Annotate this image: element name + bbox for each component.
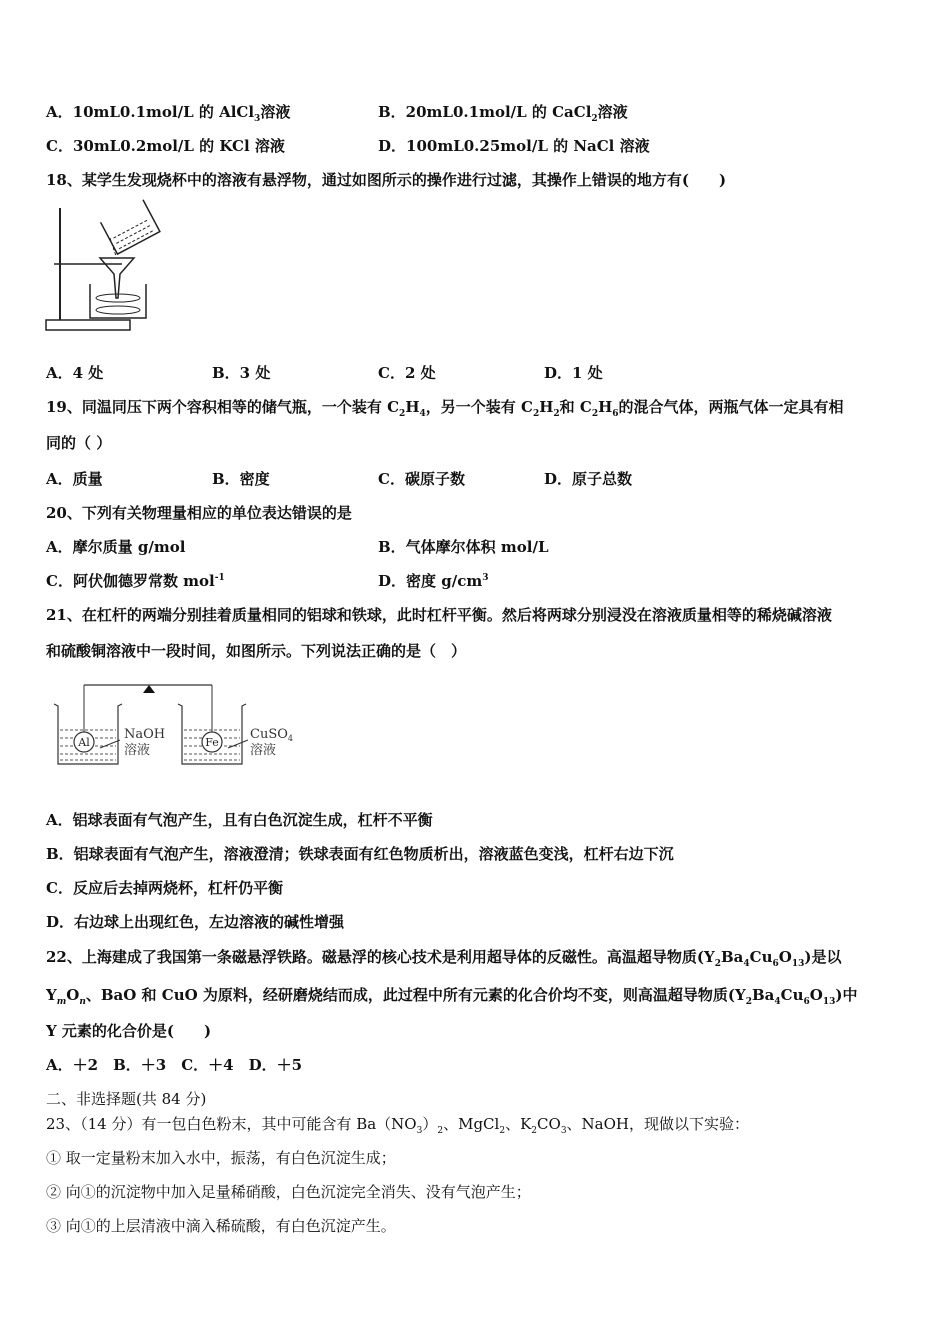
q23-experiment-3: ③ 向①的上层清液中滴入稀硫酸，有白色沉淀产生。 [46, 1217, 396, 1235]
q17-option-c: C．30mL0.2mol/L 的 KCl 溶液 [46, 137, 285, 155]
q21-option-b: B．铝球表面有气泡产生，溶液澄清；铁球表面有红色物质析出，溶液蓝色变浅，杠杆右边下沉 [46, 845, 674, 863]
q18-stem: 18、某学生发现烧杯中的溶液有悬浮物，通过如图所示的操作进行过滤，其操作上错误的地方有( ) [46, 171, 727, 189]
q22-stem-line1: 22、上海建成了我国第一条磁悬浮铁路。磁悬浮的核心技术是利用超导体的反磁性。高温超导物质$(Y_2Ba_4Cu_6O_{13})$是以 [46, 948, 842, 969]
q21-option-d: D．右边球上出现红色，左边溶液的碱性增强 [46, 913, 345, 931]
q17-option-a: A．10mL0.1mol/L 的 AlCl$_3$溶液 [46, 103, 291, 124]
cuso4-solution-label: 溶液 [250, 743, 277, 758]
q22-stem-line3: Y 元素的化合价是( ) [46, 1022, 212, 1040]
q19-option-d: D．原子总数 [544, 470, 633, 488]
q20-option-d: D．密度 $g/cm^3$ [378, 572, 489, 590]
section-2-heading: 二、非选择题(共 84 分) [46, 1090, 207, 1108]
q20-option-c: C．阿伏伽德罗常数 mol$^{-1}$ [46, 572, 225, 590]
stand-base [46, 320, 130, 330]
q22-stem-line2: $Y_mO_n$、BaO 和 CuO 为原料，经研磨烧结而成，此过程中所有元素的化合价均不变，则高温超导物质$(Y_2Ba_4Cu_6O_{13})$中 [46, 986, 858, 1007]
q19-option-c: C．碳原子数 [378, 470, 465, 488]
q19-stem-line1: 19、同温同压下两个容积相等的储气瓶，一个装有 $C_2H_4$，另一个装有 $C_2H_2$和 $C_2H_6$的混合气体，两瓶气体一定具有相 [46, 398, 844, 419]
q21-stem-line2: 和硫酸铜溶液中一段时间，如图所示。下列说法正确的是（ ） [46, 642, 467, 660]
fulcrum [143, 685, 155, 693]
pouring-beaker [101, 200, 160, 254]
q19-option-a: A．质量 [46, 470, 103, 488]
q22-options: A．＋2 B．＋3 C．＋4 D．＋5 [46, 1056, 303, 1074]
q21-option-a: A．铝球表面有气泡产生，且有白色沉淀生成，杠杆不平衡 [46, 811, 433, 829]
aluminum-ball-label: Al [78, 736, 90, 749]
q18-option-d: D．1 处 [544, 364, 603, 382]
q19-option-b: B．密度 [212, 470, 270, 488]
q19-stem-line2: 同的（ ） [46, 434, 112, 452]
q23-stem: 23、（14 分）有一包白色粉末，其中可能含有 $Ba(NO_3)_2$、MgCl$_2$、$K_2CO_3$、NaOH，现做以下实验： [46, 1115, 749, 1136]
q23-experiment-2: ② 向①的沉淀物中加入足量稀硝酸，白色沉淀完全消失、没有气泡产生； [46, 1183, 531, 1201]
lever-figure [52, 680, 312, 770]
q23-experiment-1: ① 取一定量粉末加入水中，振荡，有白色沉淀生成； [46, 1149, 396, 1167]
q20-option-b: B．气体摩尔体积 mol/L [378, 538, 549, 556]
naoh-label: NaOH [124, 727, 166, 742]
q18-option-b: B．3 处 [212, 364, 271, 382]
naoh-solution-label: 溶液 [124, 743, 151, 758]
q17-option-b: B．20mL0.1mol/L 的 CaCl$_2$溶液 [378, 103, 628, 124]
q17-option-d: D．100mL0.25mol/L 的 NaCl 溶液 [378, 137, 650, 155]
q20-stem: 20、下列有关物理量相应的单位表达错误的是 [46, 504, 352, 522]
q18-option-a: A．4 处 [46, 364, 104, 382]
iron-ball-label: Fe [205, 736, 219, 749]
q18-option-c: C．2 处 [378, 364, 436, 382]
q21-stem-line1: 21、在杠杆的两端分别挂着质量相同的铝球和铁球，此时杠杆平衡。然后将两球分别浸没在溶液质量相等的稀烧碱溶液 [46, 606, 832, 624]
q20-option-a: A．摩尔质量 g/mol [46, 538, 186, 556]
cuso4-label: CuSO$_4$ [250, 727, 293, 743]
filtration-figure [44, 198, 164, 338]
q21-option-c: C．反应后去掉两烧杯，杠杆仍平衡 [46, 879, 283, 897]
